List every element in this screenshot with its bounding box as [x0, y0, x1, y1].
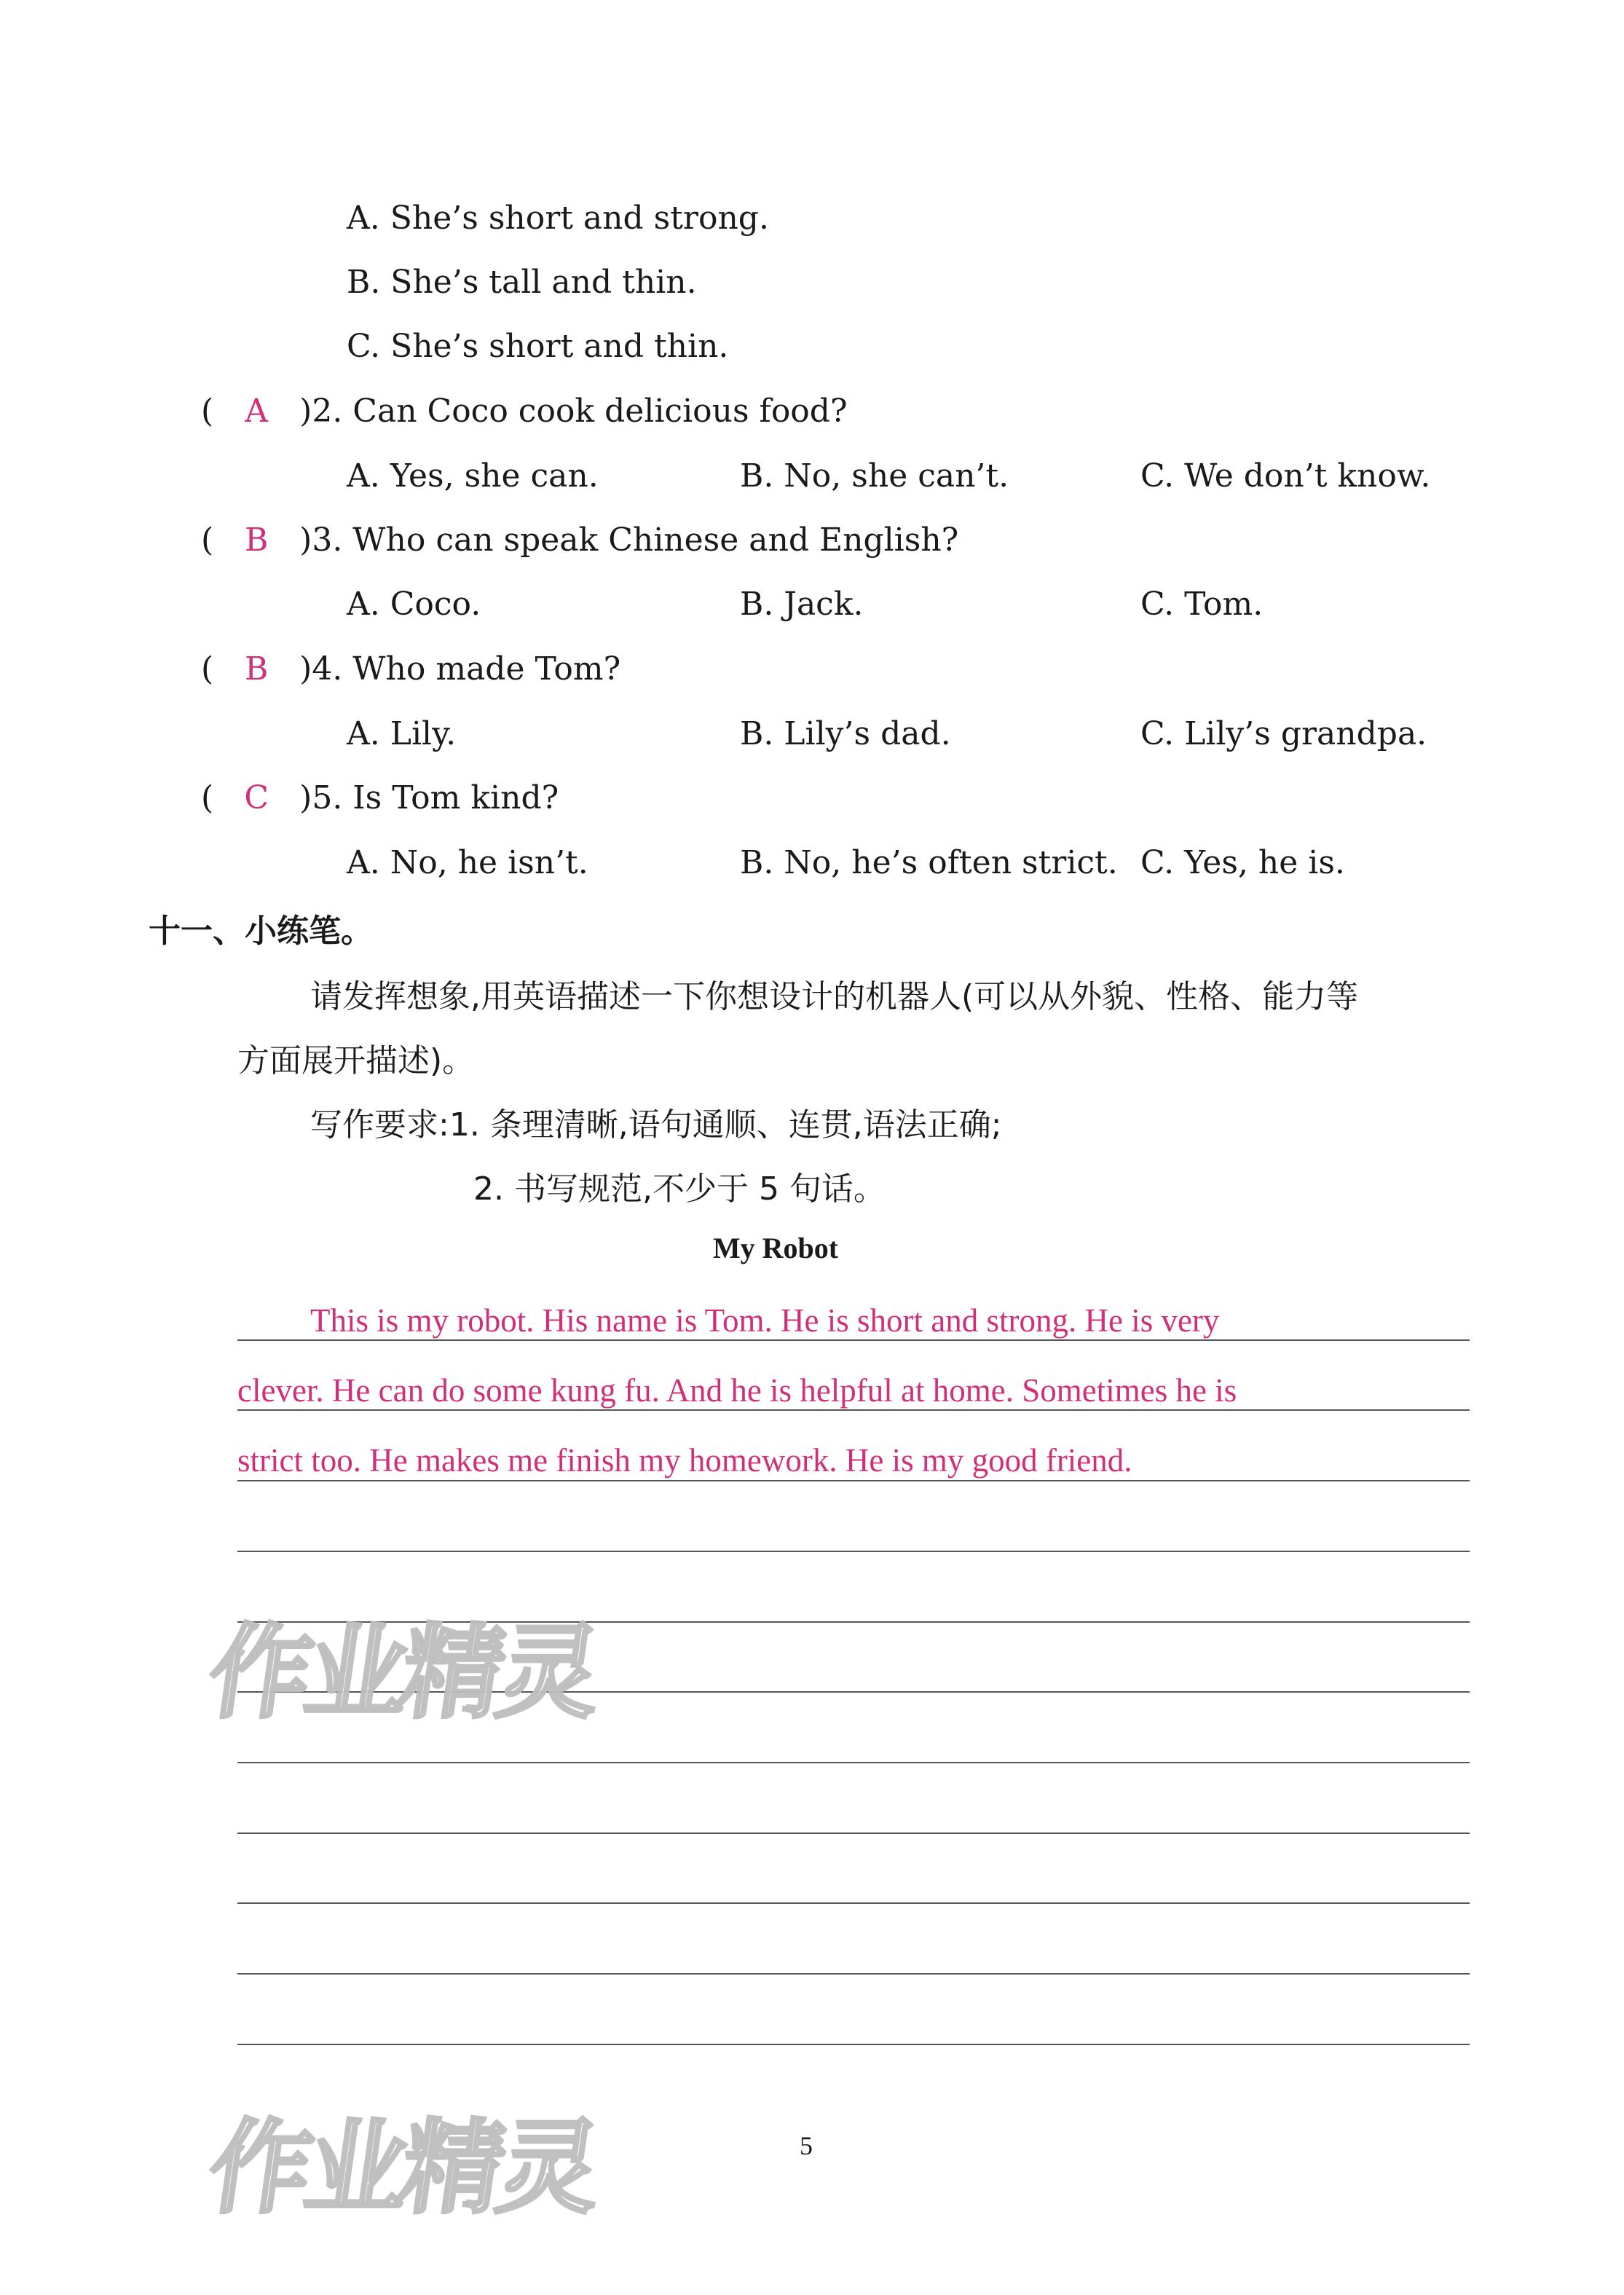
essay-line-2: clever. He can do some kung fu. And he is helpful at home. Sometimes he is	[237, 1372, 1237, 1409]
q5-option-a: A. No, he isn’t.	[347, 844, 588, 881]
page-number: 5	[800, 2131, 813, 2160]
answer-mark: A	[245, 393, 269, 430]
section-heading: 十一、小练笔。	[149, 913, 373, 950]
writing-line	[237, 2044, 1470, 2045]
requirement-line-2: 2. 书写规范,不少于 5 句话。	[473, 1170, 886, 1208]
watermark-logo: 作业精灵	[201, 2109, 603, 2228]
writing-line	[237, 1409, 1470, 1411]
answer-mark: B	[245, 650, 269, 688]
q4-option-a: A. Lily.	[347, 715, 457, 752]
watermark-logo: 作业精灵	[201, 1614, 603, 1733]
answer-bracket-open: (	[201, 650, 214, 688]
prompt-line-1: 请发挥想象,用英语描述一下你想设计的机器人(可以从外貌、性格、能力等	[310, 978, 1359, 1015]
answer-mark: B	[245, 521, 269, 559]
answer-mark: C	[244, 779, 269, 816]
question-text: )3. Who can speak Chinese and English?	[299, 521, 959, 559]
q5-option-b: B. No, he’s often strict.	[740, 844, 1118, 881]
q3-option-b: B. Jack.	[740, 586, 864, 623]
question-4	[201, 647, 620, 691]
question-text: )4. Who made Tom?	[299, 650, 621, 688]
q4-option-b: B. Lily’s dad.	[740, 715, 951, 752]
q1-option-b: B. She’s tall and thin.	[347, 264, 697, 301]
q3-option-a: A. Coco.	[347, 586, 481, 623]
essay-line-3: strict too. He makes me finish my homework. He is my good friend.	[237, 1442, 1132, 1479]
essay-title: My Robot	[712, 1232, 839, 1264]
question-2	[201, 390, 848, 433]
prompt-line-2: 方面展开描述)。	[237, 1042, 475, 1079]
writing-line	[237, 1973, 1470, 1975]
question-text: )5. Is Tom kind?	[299, 779, 559, 816]
q3-option-c: C. Tom.	[1140, 586, 1264, 623]
writing-line	[237, 1762, 1470, 1763]
q4-option-c: C. Lily’s grandpa.	[1140, 715, 1427, 752]
q1-option-c: C. She’s short and thin.	[347, 328, 729, 365]
answer-bracket-open: (	[201, 521, 214, 559]
q5-option-c: C. Yes, he is.	[1140, 844, 1345, 881]
q2-option-a: A. Yes, she can.	[347, 457, 599, 495]
q2-option-c: C. We don’t know.	[1140, 457, 1431, 495]
answer-bracket-open: (	[201, 779, 214, 816]
question-text: )2. Can Coco cook delicious food?	[299, 393, 848, 430]
writing-line	[237, 1480, 1470, 1481]
writing-line	[237, 1551, 1470, 1552]
requirement-line-1: 写作要求:1. 条理清晰,语句通顺、连贯,语法正确;	[310, 1106, 1002, 1143]
writing-line	[237, 1339, 1470, 1341]
writing-line	[237, 1902, 1470, 1904]
question-5	[201, 776, 559, 820]
answer-bracket-open: (	[201, 393, 214, 430]
question-3	[201, 519, 958, 562]
q1-option-a: A. She’s short and strong.	[347, 200, 769, 237]
writing-line	[237, 1833, 1470, 1834]
q2-option-b: B. No, she can’t.	[740, 457, 1009, 495]
essay-line-1: This is my robot. His name is Tom. He is short and strong. He is very	[310, 1302, 1220, 1339]
